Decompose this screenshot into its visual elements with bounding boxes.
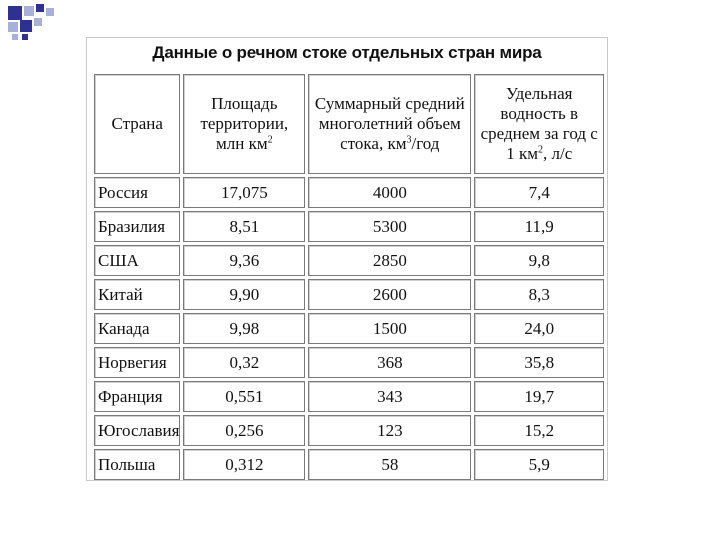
cell-yield: 11,9 [474, 211, 604, 242]
header-area-line3: млн км [216, 134, 268, 153]
cell-country: Канада [94, 313, 180, 344]
header-yield-line4a: 1 км [506, 144, 538, 163]
cell-runoff: 123 [308, 415, 471, 446]
table-row [94, 313, 604, 344]
corner-square [8, 6, 22, 20]
header-country [94, 74, 180, 174]
corner-square [8, 22, 18, 32]
cell-runoff: 368 [308, 347, 471, 378]
table-row [94, 279, 604, 310]
cell-runoff: 2600 [308, 279, 471, 310]
header-runoff-line2: многолетний объем [318, 114, 461, 133]
cell-country: Польша [94, 449, 180, 480]
cell-area: 17,075 [183, 177, 305, 208]
header-area-line1: Площадь [211, 94, 278, 113]
cell-area: 9,90 [183, 279, 305, 310]
cell-yield: 8,3 [474, 279, 604, 310]
header-runoff-line1: Суммарный средний [314, 94, 465, 113]
header-yield-line2: водность в [500, 104, 579, 123]
header-runoff-line3b: /год [411, 134, 440, 153]
cell-runoff: 4000 [308, 177, 471, 208]
table-row [94, 415, 604, 446]
corner-square [24, 6, 34, 16]
table-row [94, 449, 604, 480]
cell-yield: 24,0 [474, 313, 604, 344]
data-sheet [86, 37, 608, 481]
runoff-table [91, 71, 607, 483]
header-runoff-line3a: стока, км [340, 134, 407, 153]
header-area-sup: 2 [267, 134, 273, 146]
slide-corner-decoration [0, 0, 80, 50]
cell-yield: 35,8 [474, 347, 604, 378]
header-area-line2: территории, [200, 114, 289, 133]
cell-yield: 19,7 [474, 381, 604, 412]
cell-area: 0,32 [183, 347, 305, 378]
cell-area: 0,256 [183, 415, 305, 446]
cell-runoff: 5300 [308, 211, 471, 242]
corner-square [46, 8, 54, 16]
header-country-label: Страна [111, 114, 163, 133]
header-yield [474, 74, 604, 174]
cell-runoff: 1500 [308, 313, 471, 344]
table-row [94, 347, 604, 378]
corner-square [22, 34, 28, 40]
cell-yield: 5,9 [474, 449, 604, 480]
table-row [94, 381, 604, 412]
cell-country: Бразилия [94, 211, 180, 242]
cell-yield: 9,8 [474, 245, 604, 276]
cell-runoff: 2850 [308, 245, 471, 276]
header-runoff-sup: 3 [406, 134, 412, 146]
cell-area: 8,51 [183, 211, 305, 242]
corner-square [34, 18, 42, 26]
cell-runoff: 343 [308, 381, 471, 412]
header-yield-line4b: , л/с [542, 144, 573, 163]
header-yield-sup: 2 [537, 144, 543, 156]
cell-area: 9,36 [183, 245, 305, 276]
cell-area: 0,551 [183, 381, 305, 412]
corner-square [12, 34, 18, 40]
table-row [94, 177, 604, 208]
cell-country: Югославия [94, 415, 180, 446]
header-yield-line1: Удельная [505, 84, 573, 103]
table-title: Данные о речном стоке отдельных стран мира [152, 43, 542, 62]
cell-country: Россия [94, 177, 180, 208]
cell-country: Китай [94, 279, 180, 310]
cell-country: США [94, 245, 180, 276]
table-row [94, 211, 604, 242]
corner-square [36, 4, 44, 12]
cell-yield: 7,4 [474, 177, 604, 208]
header-yield-line3: среднем за год с [480, 124, 598, 143]
cell-area: 0,312 [183, 449, 305, 480]
cell-country: Норвегия [94, 347, 180, 378]
corner-square [20, 20, 32, 32]
cell-yield: 15,2 [474, 415, 604, 446]
table-row [94, 245, 604, 276]
table-header-row [94, 74, 604, 174]
cell-runoff: 58 [308, 449, 471, 480]
header-area [183, 74, 305, 174]
header-runoff [308, 74, 471, 174]
cell-area: 9,98 [183, 313, 305, 344]
cell-country: Франция [94, 381, 180, 412]
